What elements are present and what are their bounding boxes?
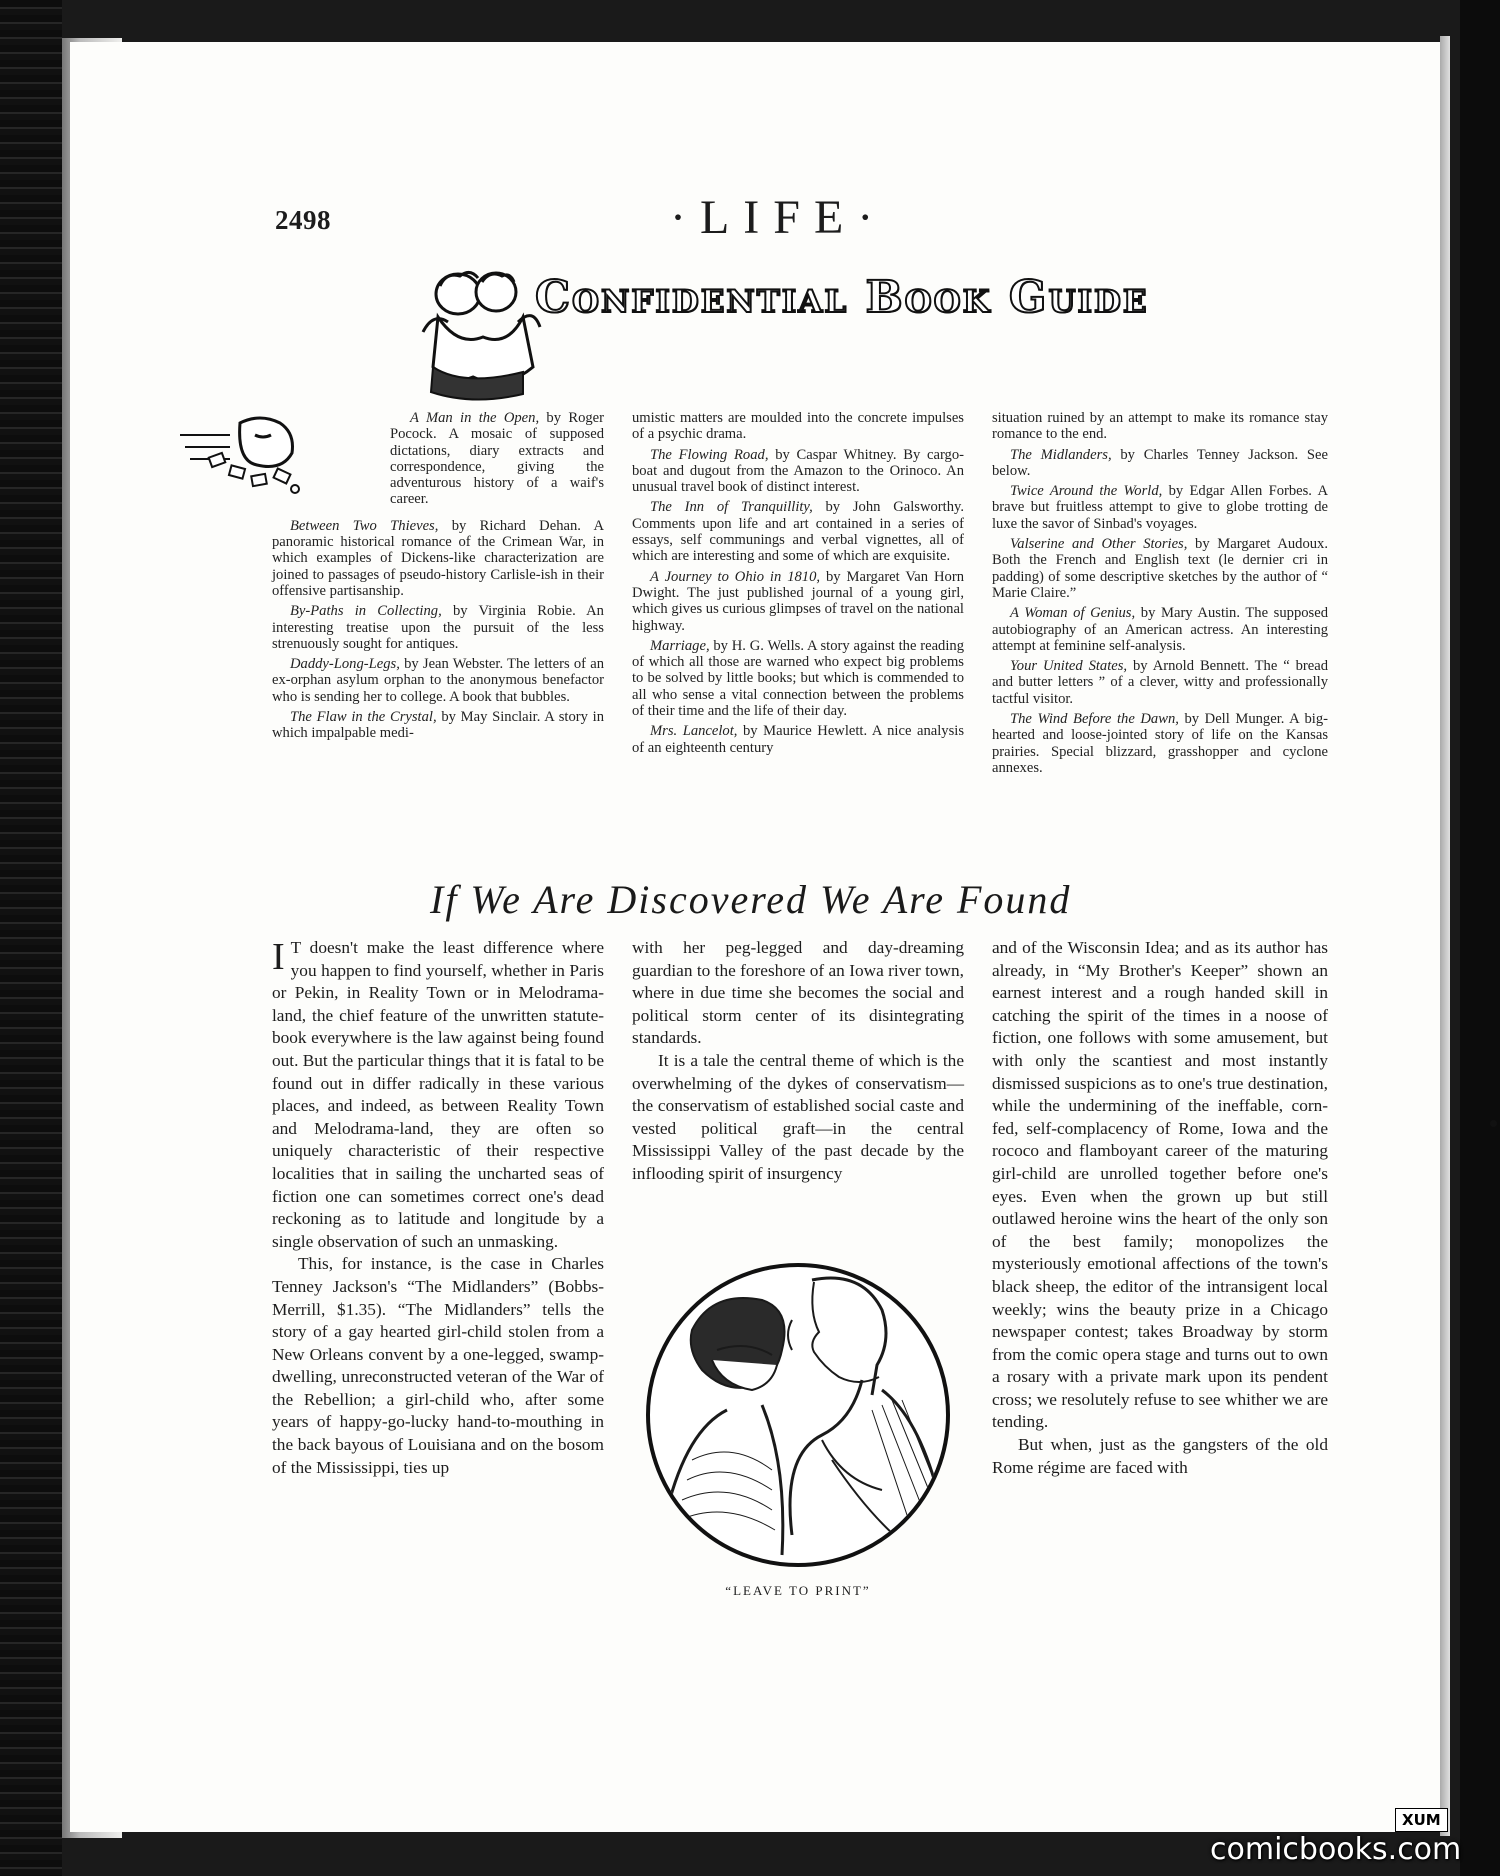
next-page-edge — [1440, 36, 1450, 1836]
masthead: ·LIFE· — [670, 191, 888, 244]
guide-entry: A Man in the Open, by Roger Pocock. A mosaic of supposed dictations, diary extracts and correspondence, giving the adventurous history of a waif's career. — [390, 410, 604, 508]
guide-entry: The Midlanders, by Charles Tenney Jackson. See below. — [992, 446, 1328, 479]
guide-entry: Valserine and Other Stories, by Margaret Audoux. Both the French and English text (le dernier cri in padding) of some descriptive sketches by the author of “ Marie Claire.” — [992, 536, 1329, 601]
guide-entry: umistic matters are moulded into the concrete impulses of a psychic drama. — [632, 410, 964, 443]
section-title: Confidential Book Guide — [535, 272, 1149, 323]
article-column-1 — [272, 937, 604, 1479]
article-headline: If We Are Discovered We Are Found — [430, 877, 1072, 922]
page-number: 2498 — [275, 205, 331, 235]
guide-entry: Daddy-Long-Legs, by Jean Webster. The letters of an ex-orphan asylum orphan to the anonymous benefactor who is sending her to college. A book that bubbles. — [272, 656, 604, 705]
scan-tag: XUM — [1395, 1808, 1448, 1832]
cherubs-illustration — [418, 262, 543, 402]
article-column-2 — [632, 937, 964, 1186]
guide-entry: A Woman of Genius, by Mary Austin. The supposed autobiography of an American actress. An interesting attempt at feminine self-analysis. — [992, 605, 1328, 654]
guide-entry: Your United States, by Arnold Bennett. The “ bread and butter letters ” of a clever, witty and professionally tactful visitor. — [992, 658, 1329, 707]
guide-entry: situation ruined by an attempt to make its romance stay romance to the end. — [992, 410, 1328, 443]
article-paragraph: It is a tale the central theme of which is the overwhelming of the dykes of conservatism—the conservatism of established social caste and vested political graft—in the central Mississippi Valley of the past decade by the inflooding spirit of insurgency — [632, 1050, 964, 1183]
scan-edge-right — [1460, 0, 1500, 1876]
guide-entry: Marriage, by H. G. Wells. A story against the reading of which all those are warned who expect big problems to be solved by little books; but which is commended to all who sense a vital connection between the problems of their time and the life of their day. — [632, 637, 964, 720]
article-paragraph: This, for instance, is the case in Charles Tenney Jackson's “The Midlanders” (Bobbs-Merrill, $1.35). “The Midlanders” tells the story of a gay hearted girl-child stolen from a New Orleans convent by a one-legged, swamp-dwelling, unreconstructed veteran of the War of the Rebellion; a girl-child who, after some years of happy-go-lucky hand-to-mouthing in the back bayous of Louisiana and on the bosom of the Mississippi, ties up — [272, 1254, 604, 1477]
guide-entry: A Journey to Ohio in 1810, by Margaret Van Horn Dwight. The just published journal of a young girl, which gives us curious glimpses of travel on the national highway. — [632, 568, 965, 634]
article-paragraph: with her peg-legged and day-dreaming guardian to the foreshore of an Iowa river town, where in due time she becomes the social and political storm center of its disintegrating standards. — [632, 938, 964, 1048]
guide-entry: The Inn of Tranquillity, by John Galsworthy. Comments upon life and art contained in a series of essays, self communings and verbal vignettes, all of which are interesting and some of which are exquisite. — [632, 499, 964, 565]
watermark: comicbooks.com — [1210, 1832, 1462, 1867]
scan-edge-left — [0, 0, 62, 1876]
guide-entry: By-Paths in Collecting, by Virginia Robie. An interesting treatise upon the pursuit of the less strenuously sought for antiques. — [272, 603, 604, 652]
article-column-3 — [992, 937, 1328, 1479]
article-paragraph: But when, just as the gangsters of the old Rome régime are faced with — [992, 1435, 1328, 1477]
guide-entry: The Flowing Road, by Caspar Whitney. By cargo-boat and dugout from the Amazon to the Orinoco. An unusual travel book of distinct interest. — [632, 446, 964, 496]
guide-entry: The Flaw in the Crystal, by May Sinclair. A story in which impalpable medi- — [272, 709, 605, 742]
drop-cap: I — [272, 936, 285, 978]
guide-entry: The Wind Before the Dawn, by Dell Munger. A big-hearted and loose-jointed story of life on the Kansas prairies. Special blizzard, grasshopper and cyclone annexes. — [992, 711, 1328, 776]
article-paragraph: I T doesn't make the least difference where you happen to find yourself, whether in Paris or Pekin, in Reality Town or in Melodrama-land, the chief feature of the unwritten statute-book everywhere is the law against being found out. But the particular things that it is fatal to be found out in differ radically in these various places, and indeed, as between Reality Town and Melodrama-land, they are often so uniquely characteristic of their respective localities that in sailing the uncharted seas of fiction one can sometimes correct one's dead reckoning as to latitude and longitude by a single observation of such an unmasking. — [272, 936, 604, 1251]
couple-illustration — [632, 1260, 964, 1570]
guide-entry: Between Two Thieves, by Richard Dehan. A panoramic historical romance of the Crimean War, in which examples of Dickens-like characterization are joined to passages of pseudo-history Carlisle-ish in their offensive partisanship. — [272, 517, 604, 599]
guide-column-1 — [272, 410, 604, 746]
guide-column-2 — [632, 410, 964, 760]
guide-column-3 — [992, 410, 1328, 780]
article-paragraph: and of the Wisconsin Idea; and as its author has already, in “My Brother's Keeper” shown an earnest interest and a rough handed skill in catching the spirit of the times in a noose of fiction, one follows with some amusement, but with only the scantiest and most instantly dismissed suspicions as to one's true destination, while the undermining of the ineffable, corn-fed, self-complacency of Rome, Iowa and the rococo and flamboyant career of the maturing girl-child are unrolled together before one's eyes. Even when the grown up but still outlawed heroine wins the heart of the only son of the best family; monopolizes the mysteriously emotional affections of the town's black sheep, the editor of the intransigent local weekly; wins the beauty prize in a Chicago newspaper contest; takes Broadway by storm from the comic opera stage and turns out to own a rosary with a private mark upon its pendent cross; we resolutely refuse to see whither we are tending. — [992, 938, 1328, 1432]
illustration-caption: “LEAVE TO PRINT” — [725, 1583, 871, 1598]
scan-speck — [1490, 1120, 1497, 1127]
guide-entry: Twice Around the World, by Edgar Allen Forbes. A brave but fruitless attempt to give to globe trotting de luxe the savor of Sinbad's voyages. — [992, 483, 1328, 532]
guide-entry: Mrs. Lancelot, by Maurice Hewlett. A nice analysis of an eighteenth century — [632, 723, 964, 756]
